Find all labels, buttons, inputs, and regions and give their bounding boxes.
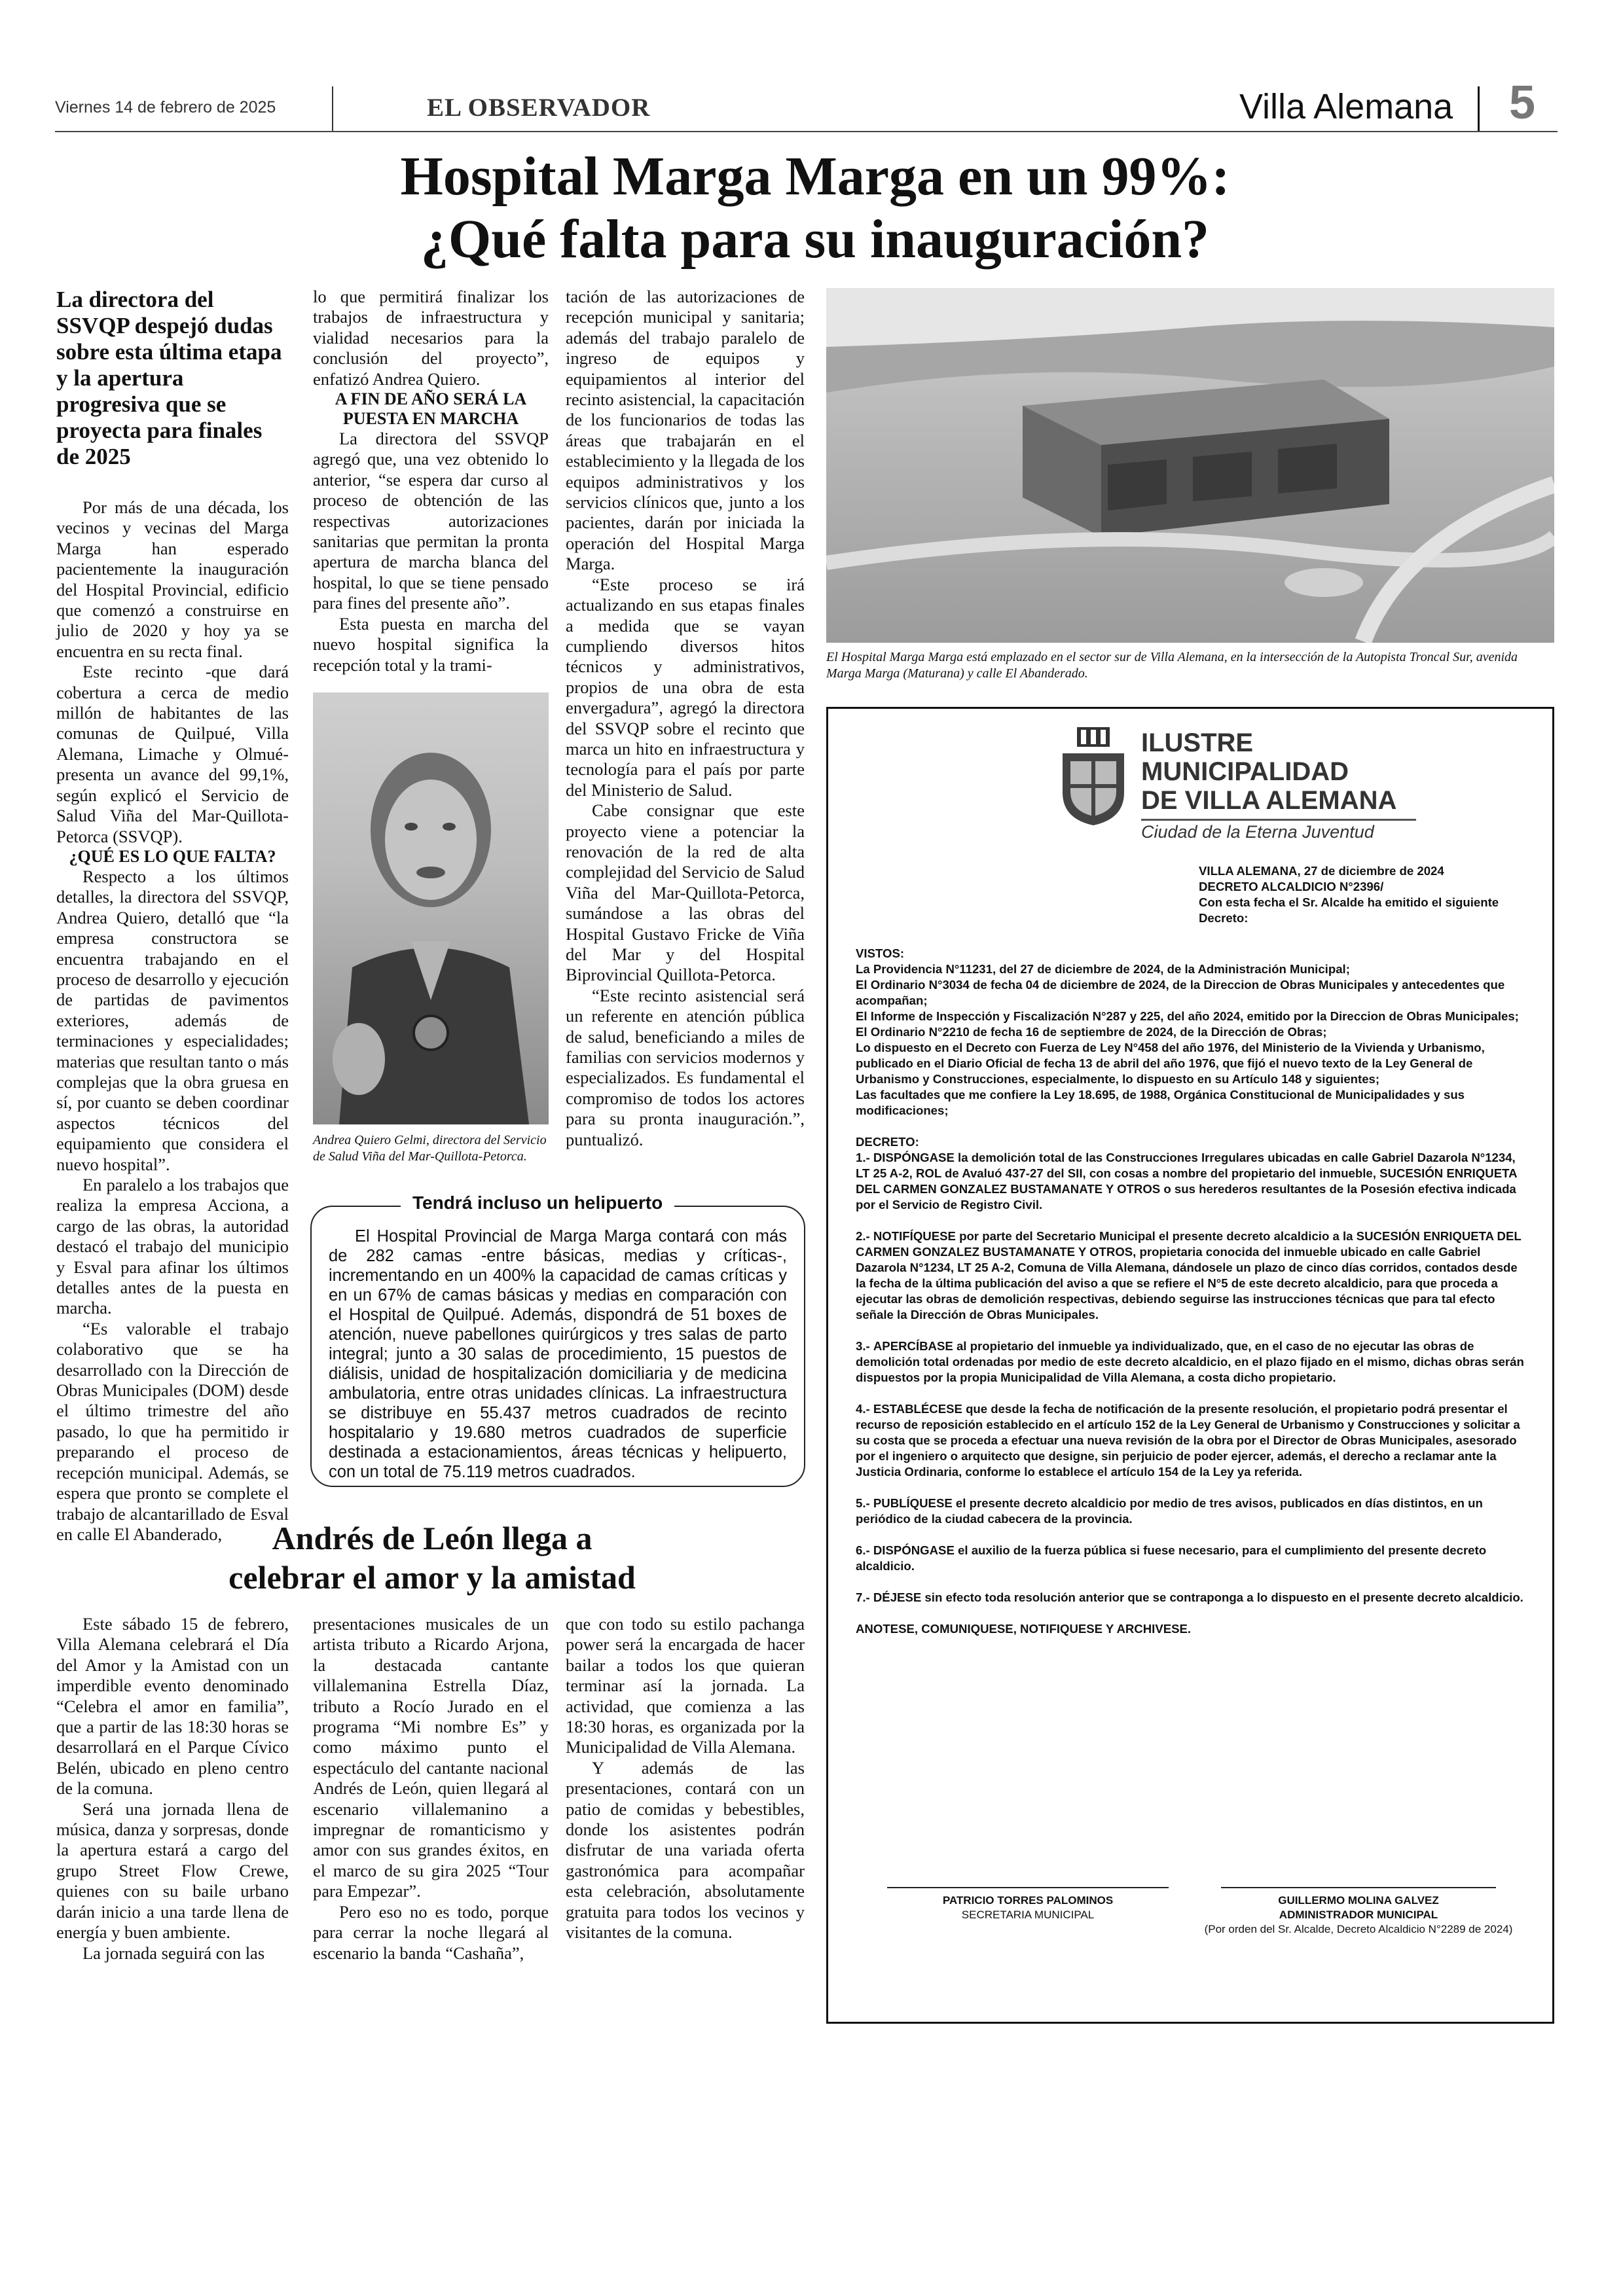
decree-item-text: la demolición total de las Construcciones Irregulares ubicadas en calle Gabriel Dazarola N°1234, LT 25 A-2, ROL de Avaluó 437-27 del SII, con cosas a nombre del propietario del inmueble,: [856, 1151, 1516, 1180]
decree-item-keyword: NOTIFÍQUESE: [873, 1229, 956, 1243]
main-col3: [566, 287, 805, 1150]
decree-item-keyword: DISPÓNGASE: [873, 1151, 955, 1164]
main-col1-para: “Es valorable el trabajo colaborativo que se ha desarrollado con la Dirección de Obras Municipales (DOM) desde el último trimestre del año pasado, lo que ha permitido ir preparando el proceso de recepción municipal. Además, se espera que pronto se complete el trabajo de alcantarillado de Esval en calle El Abanderado,: [56, 1318, 289, 1544]
second-col1-para: La jornada seguirá con las: [82, 1943, 265, 1963]
vistos-item: Lo dispuesto en el Decreto con Fuerza de Ley N°458 del año 1976, del Ministerio de la Vivienda y Urbanismo, publicado en el Diario Oficial de fecha 13 de abril del año 1976, que fijó el nuevo texto de la Ley General de Urbanismo y Construcciones, especialmente, lo dispuesto en su Artículo 148 y siguientes;: [856, 1041, 1485, 1086]
notice-head: [1199, 863, 1539, 926]
decree-item-text: al propietario del inmueble ya individualizado, que, en el caso de no ejecutar las obras de demolición total ordenadas por medio de este decreto alcaldicio, en el plazo fijado en el mismo, dichas obras serán dispuestos por la propia Municipalidad de Villa Alemana, a costa dicho propietario.: [856, 1339, 1524, 1384]
sig1-name: PATRICIO TORRES PALOMINOS: [942, 1894, 1114, 1907]
portrait-photo: [313, 692, 549, 1124]
main-col1-para: Por más de una década, los vecinos y vecinas del Marga Marga han esperado pacientemente la inauguración del Hospital Provincial, edificio que comenzó a construirse en julio de 2020 y hoy ya se encuentra en su recta final.: [56, 497, 289, 661]
header-divider-right: [1478, 86, 1480, 131]
second-col2: [313, 1614, 549, 1964]
decree-item-text: sin efecto toda resolución anterior que se contraponga a lo dispuesto en el presente decreto alcaldicio.: [921, 1590, 1523, 1604]
main-col1-para: En paralelo a los trabajos que realiza la empresa Acciona, a cargo de las obras, la autoridad destacó el trabajo del municipio y Esval para afinar los últimos detalles antes de la puesta en marcha.: [56, 1175, 289, 1318]
second-col3: [566, 1614, 805, 1943]
main-headline-line2: ¿Qué falta para su inauguración?: [420, 209, 1210, 270]
notice-intro: Con esta fecha el Sr. Alcalde ha emitido el siguiente Decreto:: [1199, 895, 1499, 925]
notice-decree-number: DECRETO ALCALDICIO N°2396/: [1199, 880, 1384, 893]
page-number: 5: [1509, 77, 1536, 129]
notice-closing: ANOTESE, COMUNIQUESE, NOTIFIQUESE Y ARCHIVESE.: [856, 1622, 1192, 1636]
vistos-item: El Ordinario N°3034 de fecha 04 de diciembre de 2024, de la Direccion de Obras Municipales y antecedentes que acompañan;: [856, 978, 1505, 1007]
main-headline-line1: Hospital Marga Marga en un 99%:: [400, 146, 1230, 207]
decree-item-7: [856, 1590, 1530, 1605]
aerial-photo: [826, 288, 1554, 643]
vistos-item: La Providencia N°11231, del 27 de diciembre de 2024, de la Administración Municipal;: [856, 962, 1350, 976]
municipal-crest-icon: [1057, 727, 1129, 825]
decree-item-keyword: DÉJESE: [873, 1590, 922, 1604]
portrait-caption: Andrea Quiero Gelmi, directora del Servicio de Salud Viña del Mar-Quillota-Petorca.: [313, 1133, 547, 1164]
vistos-item: El Informe de Inspección y Fiscalización N°287 y 225, del año 2024, emitido por la Direccion de Obras Municipales;: [856, 1009, 1519, 1023]
decree-item-text2: propietaria conocida del inmueble ubicado en calle Gabriel Dazarola N°1234, LT 25 A-2, Comuna de Villa Alemana, dándosele un plazo de cinco días corridos, contados desde la fecha de la última publicación del aviso a que se refiere el N°5 de este decreto alcaldicio, para que proceda a ejecutar las obras de demolición respectivas, debiendo seguirse las instrucciones técnicas que para tal efecto señale la Dirección de Obras Municipales.: [856, 1245, 1518, 1321]
decree-item-bold: SUCESIÓN ENRIQUETA DEL CARMEN GONZALEZ BUSTAMANATE Y OTROS,: [856, 1229, 1522, 1259]
header-divider-left: [332, 86, 333, 131]
portrait-illustration: [313, 692, 549, 1124]
second-col2-para: Pero eso no es todo, porque para cerrar la noche llegará al escenario la banda “Cashaña”,: [313, 1901, 549, 1963]
second-headline: [85, 1518, 779, 1597]
main-col2: [313, 287, 549, 675]
aerial-caption: El Hospital Marga Marga está emplazado en el sector sur de Villa Alemana, en la intersección de la Autopista Troncal Sur, avenida Marga Marga (Maturana) y calle El Abanderado.: [826, 650, 1518, 681]
vistos-item: Las facultades que me confiere la Ley 18.695, de 1988, Orgánica Constitucional de Municipalidades y sus modificaciones;: [856, 1088, 1465, 1117]
logo-line3: DE VILLA ALEMANA: [1141, 786, 1397, 815]
vistos-label: VISTOS:: [856, 946, 905, 960]
header-date: Viernes 14 de febrero de 2025: [55, 98, 276, 117]
sig2-name: GUILLERMO MOLINA GALVEZ: [1278, 1894, 1439, 1907]
subhead-que-falta: ¿QUÉ ES LO QUE FALTA?: [69, 846, 276, 866]
decree-item-3: [856, 1338, 1530, 1386]
sig2-note: (Por orden del Sr. Alcalde, Decreto Alcaldicio N°2289 de 2024): [1204, 1923, 1513, 1935]
aerial-illustration: [826, 288, 1554, 643]
decree-item-text: por parte del Secretario Municipal el presente decreto alcaldicio a la: [955, 1229, 1357, 1243]
decree-item-num: 2.-: [856, 1229, 870, 1243]
section-name: Villa Alemana: [1239, 87, 1453, 126]
subhead-fin-de-ano: A FIN DE AÑO SERÁ LA PUESTA EN MARCHA: [335, 389, 527, 429]
decree-item-num: 1.-: [856, 1151, 870, 1164]
decree-item-text2: o sus herederos resultantes de la Posesión efectiva indicada por el Servicio de Registro Civil.: [856, 1182, 1516, 1211]
decree-item-keyword: DISPÓNGASE: [873, 1543, 955, 1557]
newspaper-name: EL OBSERVADOR: [427, 94, 651, 122]
sig1-role: SECRETARIA MUNICIPAL: [961, 1909, 1095, 1921]
decree-item-num: 3.-: [856, 1339, 870, 1353]
notice-body: [856, 946, 1530, 1637]
decree-item-text: el auxilio de la fuerza pública si fuese necesario, para el cumplimiento del presente decreto alcaldicio.: [856, 1543, 1487, 1573]
second-headline-line2: celebrar el amor y la amistad: [228, 1559, 636, 1596]
main-deck: La directora del SSVQP despejó dudas sobre esta última etapa y la apertura progresiva que se proyecta para finales de 2025: [56, 287, 282, 469]
signature-1: [874, 1893, 1182, 1922]
signature-line-1: [887, 1887, 1169, 1888]
second-col1-para: Será una jornada llena de música, danza y sorpresas, donde la apertura estará a cargo del grupo Street Flow Crewe, quienes con su baile urbano darán inicio a una tarde llena de energía y buen ambiente.: [56, 1799, 289, 1943]
vistos-item: El Ordinario N°2210 de fecha 16 de septiembre de 2024, de la Dirección de Obras;: [856, 1025, 1327, 1039]
decree-item-6: [856, 1543, 1530, 1574]
municipal-logo-text: [1141, 728, 1396, 815]
main-col1-para: Respecto a los últimos detalles, la directora del SSVQP, Andrea Quiero, detalló que “la empresa constructora se encuentra trabajando en el proceso de desarrollo y ejecución de partidas de pavimentos exteriores, además de terminaciones y especialidades; materias que resultan tanto o más complejas que la obra gruesa en sí, por cuanto se deben coordinar aspectos técnicos del equipamiento que considera el nuevo hospital”.: [56, 866, 289, 1174]
notice-place-date: VILLA ALEMANA, 27 de diciembre de 2024: [1199, 864, 1444, 878]
second-col1-para: Este sábado 15 de febrero, Villa Alemana celebrará el Día del Amor y la Amistad con un imperdible evento denominado “Celebra el amor en familia”, que a partir de las 18:30 horas se desarrollará en el Parque Cívico Belén, ubicado en pleno centro de la comuna.: [56, 1614, 289, 1799]
main-col1: [56, 497, 289, 1545]
logo-line1: ILUSTRE: [1141, 728, 1254, 757]
decree-item-1: [856, 1150, 1530, 1213]
decreto-label: DECRETO:: [856, 1135, 919, 1149]
main-col3-para: tación de las autorizaciones de recepción municipal y sanitaria; además del trabajo paralelo de ingreso de equipos y equipamientos al interior del recinto asistencial, la capacitación de los funcionarios de todas las áreas que trabajarán en el establecimiento y la llegada de los equipos administrativos y los servicios clínicos que, junto a los pacientes, darán por iniciada la operación del Hospital Marga Marga.: [566, 287, 805, 574]
main-headline: [314, 145, 1316, 271]
main-col2-para: La directora del SSVQP agregó que, una vez obtenido lo anterior, “se espera dar curso al proceso de obtención de las respectivas autorizaciones sanitarias que permitan la pronta apertura de marcha blanca del hospital, lo que se tiene pensado para fines del presente año”.: [313, 429, 549, 613]
heliport-box-title: Tendrá incluso un helipuerto: [401, 1193, 674, 1213]
main-col3-para: Cabe consignar que este proyecto viene a potenciar la renovación de la red de alta complejidad del Servicio de Salud Viña del Mar-Quillota-Petorca, sumándose a las obras del Hospital Gustavo Fricke de Viña del Mar y del Hospital Biprovincial Quillota-Petorca.: [566, 800, 805, 985]
decree-item-keyword: PUBLÍQUESE: [873, 1496, 953, 1510]
logo-line2: MUNICIPALIDAD: [1141, 757, 1349, 786]
decree-item-num: 4.-: [856, 1402, 870, 1416]
main-col2-para: lo que permitirá finalizar los trabajos de infraestructura y vialidad necesarios para la conclusión del proyecto”, enfatizó Andrea Quiero.: [313, 287, 549, 389]
decree-item-text: que desde la fecha de notificación de la presente resolución, el propietario podrá presentar el recurso de reposición establecido en el artículo 152 de la Ley General de Urbanismo y Construcciones y solicitar a su costa que se proceda a efectuar una nueva revisión de la obra por el Director de Obras Municipales, asesorado por el ingeniero o arquitecto que designe, sin perjuicio de poder ejercer, además, el derecho a reclamar ante la Justicia Ordinaria, conforme lo establece el artículo 154 de la Ley ya referida.: [856, 1402, 1520, 1479]
second-headline-line1: Andrés de León llega a: [272, 1520, 593, 1556]
decree-item-num: 7.-: [856, 1590, 870, 1604]
decree-item-keyword: ESTABLÉCESE: [873, 1402, 962, 1416]
heliport-box-text: El Hospital Provincial de Marga Marga contará con más de 282 camas -entre básicas, medias y críticas-, incrementando en un 400% la capacidad de camas críticas y en un 67% de camas básicas y medias en comparación con el Hospital de Quilpué. Además, dispondrá de 51 boxes de atención, nueve pabellones quirúrgicos y tres salas de parto integral; junto a 30 salas de procedimiento, 15 puestos de diálisis, unidad de hospitalización domiciliaria y de medicina ambulatoria, entre otras unidades clínicas. La infraestructura se distribuye en 55.437 metros cuadrados de recinto hospitalario y 19.680 metros cuadrados de superficie destinada a estacionamientos, áreas técnicas y helipuerto, con un total de 75.119 metros cuadrados.: [329, 1227, 787, 1481]
decree-item-2: [856, 1229, 1530, 1323]
header-rule: [55, 131, 1558, 132]
decree-item-num: 6.-: [856, 1543, 870, 1557]
decree-item-num: 5.-: [856, 1496, 870, 1510]
second-col3-para: que con todo su estilo pachanga power será la encargada de hacer bailar a todos los que quieran terminar así la jornada. La actividad, que comienza a las 18:30 horas, es organizada por la Municipalidad de Villa Alemana.: [566, 1614, 805, 1757]
decree-item-5: [856, 1496, 1530, 1527]
heliport-box: [310, 1206, 805, 1487]
decree-item-text: el presente decreto alcaldicio por medio de tres avisos, publicados en días distintos, en un periódico de la ciudad cabecera de la provincia.: [856, 1496, 1483, 1526]
second-col2-para: presentaciones musicales de un artista tributo a Ricardo Arjona, la destacada cantante villalemanina Estrella Díaz, tributo a Rocío Jurado en el programa “Mi nombre Es” y como máximo punto el espectáculo del cantante nacional Andrés de León, quien llegará al escenario villalemanino a impregnar de romanticismo y amor con sus grandes éxitos, en el marco de su gira 2025 “Tour para Empezar”.: [313, 1614, 549, 1901]
decree-item-4: [856, 1401, 1530, 1480]
sig2-role: ADMINISTRADOR MUNICIPAL: [1279, 1909, 1438, 1921]
decree-item-bold: SUCESIÓN ENRIQUETA DEL CARMEN GONZALEZ BUSTAMANATE Y OTROS: [856, 1166, 1517, 1196]
main-col2-para: Esta puesta en marcha del nuevo hospital significa la recepción total y la trami-: [313, 613, 549, 675]
main-col3-para: “Este recinto asistencial será un referente en atención pública de salud, beneficiando a miles de familias con servicios modernos y especializados. Es fundamental el compromiso de todos los actores para su pronta inauguración.”, puntualizó.: [566, 985, 805, 1149]
signature-2: [1182, 1893, 1535, 1937]
main-col1-para: Este recinto -que dará cobertura a cerca de medio millón de habitantes de las comunas de Quilpué, Villa Alemana, Limache y Olmué- presenta un avance del 99,1%, según explicó el Servicio de Salud Viña del Mar-Quillota-Petorca (SSVQP).: [56, 662, 289, 846]
main-col3-para: “Este proceso se irá actualizando en sus etapas finales a medida que se vayan cumpliendo diversos hitos técnicos y administrativos, propios de una obra de esta envergadura”, agregó la directora del SSVQP sobre el recinto que marca un hito en infraestructura y tecnología para el país por parte del Ministerio de Salud.: [566, 574, 805, 800]
second-col3-para: Y además de las presentaciones, contará con un patio de comidas y bebestibles, donde los asistentes podrán disfrutar de una variada oferta gastronómica para acompañar esta celebración, absolutamente gratuita para todos los vecinos y visitantes de la comuna.: [566, 1757, 805, 1943]
signature-line-2: [1221, 1887, 1496, 1888]
municipal-notice: [826, 707, 1554, 2024]
logo-motto: Ciudad de la Eterna Juventud: [1141, 819, 1416, 842]
decree-item-keyword: APERCÍBASE: [873, 1339, 953, 1353]
second-col1: [56, 1614, 289, 1964]
